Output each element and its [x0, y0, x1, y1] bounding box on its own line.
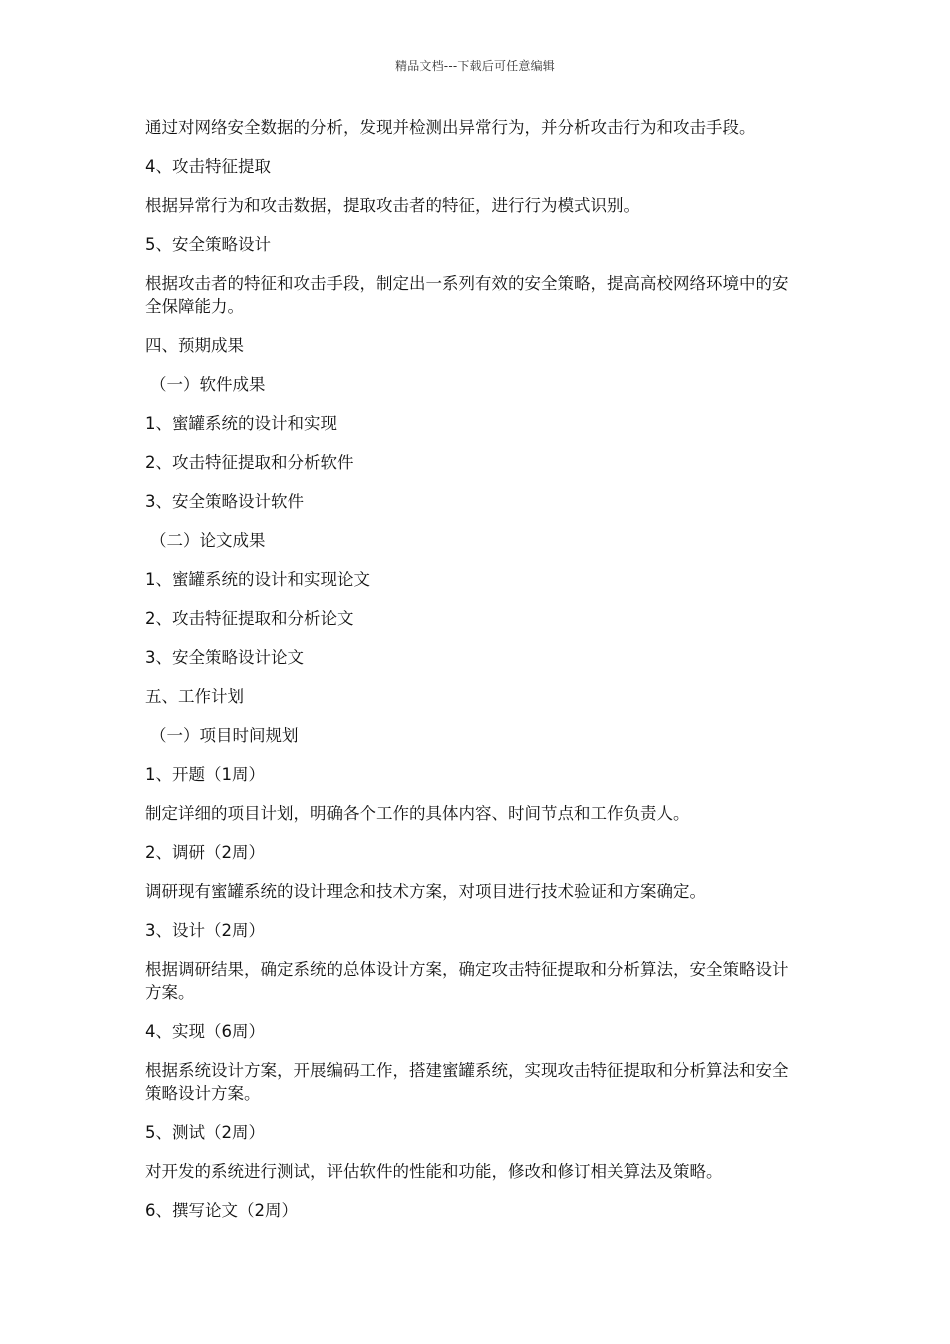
section-heading: 5、安全策略设计 [145, 235, 271, 254]
list-item: 1、蜜罐系统的设计和实现 [145, 414, 337, 433]
chapter-heading: 四、预期成果 [145, 336, 244, 355]
chapter-heading: 五、工作计划 [145, 687, 244, 706]
list-item: 1、蜜罐系统的设计和实现论文 [145, 570, 370, 589]
section-heading: 6、撰写论文（2周） [145, 1201, 298, 1220]
paragraph: 根据调研结果，确定系统的总体设计方案，确定攻击特征提取和分析算法，安全策略设计方案。 [145, 960, 789, 1002]
subsection-heading: （一）项目时间规划 [150, 726, 299, 745]
paragraph: 通过对网络安全数据的分析，发现并检测出异常行为，并分析攻击行为和攻击手段。 [145, 118, 756, 137]
paragraph: 对开发的系统进行测试，评估软件的性能和功能，修改和修订相关算法及策略。 [145, 1162, 723, 1181]
section-heading: 4、攻击特征提取 [145, 157, 271, 176]
section-heading: 1、开题（1周） [145, 765, 265, 784]
section-heading: 5、测试（2周） [145, 1123, 265, 1142]
paragraph: 根据异常行为和攻击数据，提取攻击者的特征，进行行为模式识别。 [145, 196, 640, 215]
subsection-heading: （二）论文成果 [150, 531, 266, 550]
section-heading: 3、设计（2周） [145, 921, 265, 940]
subsection-heading: （一）软件成果 [150, 375, 266, 394]
section-heading: 4、实现（6周） [145, 1022, 265, 1041]
section-heading: 2、调研（2周） [145, 843, 265, 862]
list-item: 3、安全策略设计论文 [145, 648, 304, 667]
paragraph: 制定详细的项目计划，明确各个工作的具体内容、时间节点和工作负责人。 [145, 804, 690, 823]
paragraph: 根据系统设计方案，开展编码工作，搭建蜜罐系统，实现攻击特征提取和分析算法和安全策略设计方案。 [145, 1061, 789, 1103]
paragraph: 根据攻击者的特征和攻击手段，制定出一系列有效的安全策略，提高高校网络环境中的安全保障能力。 [145, 274, 789, 316]
list-item: 2、攻击特征提取和分析论文 [145, 609, 354, 628]
list-item: 2、攻击特征提取和分析软件 [145, 453, 354, 472]
document-body [145, 116, 800, 1238]
paragraph: 调研现有蜜罐系统的设计理念和技术方案，对项目进行技术验证和方案确定。 [145, 882, 706, 901]
list-item: 3、安全策略设计软件 [145, 492, 304, 511]
page-header: 精品文档---下载后可任意编辑 [395, 59, 555, 73]
